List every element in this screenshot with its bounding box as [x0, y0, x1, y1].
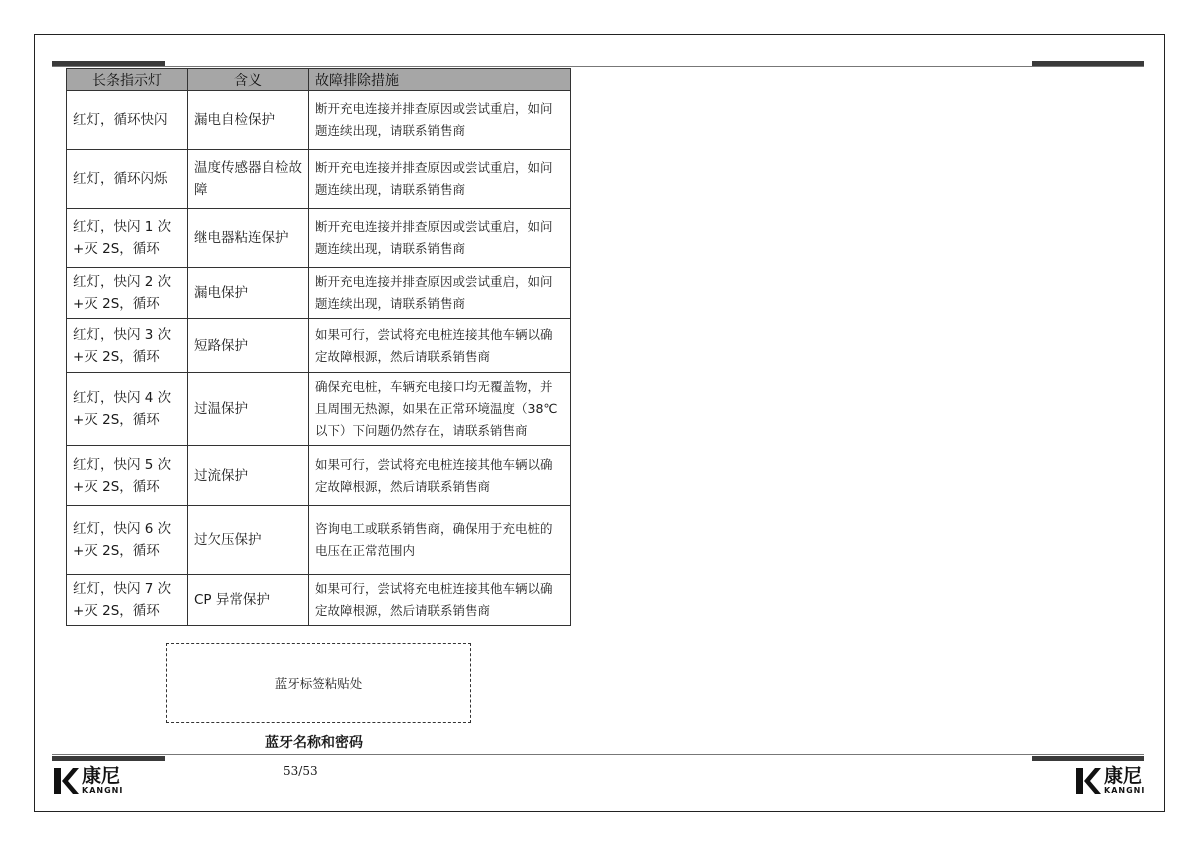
solution-cell: 断开充电连接并排查原因或尝试重启，如问题连续出现，请联系销售商: [309, 209, 571, 268]
header-indicator: 长条指示灯: [67, 69, 188, 91]
table-row: [67, 446, 571, 506]
table-row: [67, 373, 571, 446]
solution-cell: 断开充电连接并排查原因或尝试重启，如问题连续出现，请联系销售商: [309, 91, 571, 150]
logo-english-name: KANGNI: [1104, 786, 1146, 795]
indicator-cell: 红灯，循环闪烁: [67, 150, 188, 209]
indicator-cell: 红灯，快闪 6 次+灭 2S，循环: [67, 506, 188, 575]
meaning-cell: CP 异常保护: [188, 575, 309, 626]
logo-english-name: KANGNI: [82, 786, 124, 795]
indicator-cell: 红灯，快闪 1 次+灭 2S，循环: [67, 209, 188, 268]
footer-rule: [52, 754, 1144, 755]
logo-chinese-name: 康尼: [1104, 765, 1143, 787]
kangni-logo-icon: [53, 767, 79, 795]
meaning-cell: 过温保护: [188, 373, 309, 446]
table-row: [67, 209, 571, 268]
solution-cell: 断开充电连接并排查原因或尝试重启，如问题连续出现，请联系销售商: [309, 268, 571, 319]
kangni-logo-icon: [1075, 767, 1101, 795]
bluetooth-label-area: [166, 643, 471, 723]
meaning-cell: 过欠压保护: [188, 506, 309, 575]
indicator-cell: 红灯，快闪 7 次+灭 2S，循环: [67, 575, 188, 626]
meaning-cell: 过流保护: [188, 446, 309, 506]
solution-cell: 断开充电连接并排查原因或尝试重启，如问题连续出现，请联系销售商: [309, 150, 571, 209]
bluetooth-caption: 蓝牙名称和密码: [265, 735, 363, 751]
indicator-cell: 红灯，快闪 4 次+灭 2S，循环: [67, 373, 188, 446]
header-solution: 故障排除措施: [309, 69, 571, 91]
table-row: [67, 268, 571, 319]
table-row: [67, 150, 571, 209]
table-row: [67, 575, 571, 626]
indicator-cell: 红灯，快闪 3 次+灭 2S，循环: [67, 319, 188, 373]
meaning-cell: 继电器粘连保护: [188, 209, 309, 268]
indicator-cell: 红灯，循环快闪: [67, 91, 188, 150]
table-row: [67, 91, 571, 150]
solution-cell: 咨询电工或联系销售商，确保用于充电桩的电压在正常范围内: [309, 506, 571, 575]
logo-chinese-name: 康尼: [82, 765, 121, 787]
page-number: 53/53: [283, 764, 318, 778]
bluetooth-label-text: 蓝牙标签粘贴处: [274, 676, 363, 691]
meaning-cell: 温度传感器自检故障: [188, 150, 309, 209]
fault-table: [66, 68, 571, 626]
solution-cell: 如果可行，尝试将充电桩连接其他车辆以确定故障根源，然后请联系销售商: [309, 446, 571, 506]
bottom-left-bar: [52, 756, 165, 761]
meaning-cell: 漏电自检保护: [188, 91, 309, 150]
solution-cell: 确保充电桩，车辆充电接口均无覆盖物，并且周围无热源，如果在正常环境温度（38℃以下）下问题仍然存在，请联系销售商: [309, 373, 571, 446]
table-row: [67, 506, 571, 575]
meaning-cell: 漏电保护: [188, 268, 309, 319]
table-row: [67, 319, 571, 373]
solution-cell: 如果可行，尝试将充电桩连接其他车辆以确定故障根源，然后请联系销售商: [309, 319, 571, 373]
table-header-row: [67, 69, 571, 91]
footer-logo-right: [1075, 766, 1145, 795]
solution-cell: 如果可行，尝试将充电桩连接其他车辆以确定故障根源，然后请联系销售商: [309, 575, 571, 626]
indicator-cell: 红灯，快闪 5 次+灭 2S，循环: [67, 446, 188, 506]
indicator-cell: 红灯，快闪 2 次+灭 2S，循环: [67, 268, 188, 319]
meaning-cell: 短路保护: [188, 319, 309, 373]
bottom-right-bar: [1032, 756, 1144, 761]
header-rule: [52, 66, 1144, 67]
footer-logo-left: [53, 766, 123, 795]
header-meaning: 含义: [188, 69, 309, 91]
